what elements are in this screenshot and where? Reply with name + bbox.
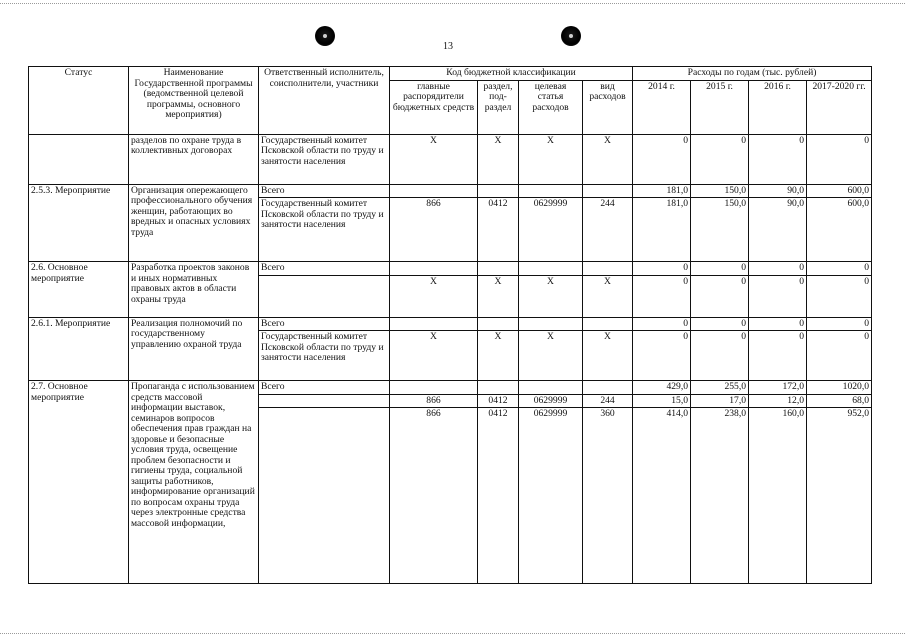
- empty-cell: [390, 184, 478, 198]
- y2014-cell: 0: [633, 262, 691, 276]
- header-2015: 2015 г.: [691, 80, 749, 134]
- responsible-cell: Государственный комитет Псковской области по труду и занятости населения: [259, 331, 390, 381]
- status-cell: 2.7. Основное мероприятие: [29, 381, 129, 584]
- scan-edge-top: [0, 3, 905, 4]
- empty-cell: [583, 184, 633, 198]
- y2017-cell: 0: [807, 331, 872, 381]
- name-cell: Пропаганда с использованием средств массовой информации выставок, семинаров вопросов обеспечения прав граждан на здоровье и безопасные условия труда, освещение проблем безопасности и гигиены труда, социальной защиты работников, информирование организаций по вопросам охраны труда через электронные средства массовой информации,: [129, 381, 259, 584]
- y2014-cell: 0: [633, 275, 691, 317]
- table-row: [29, 262, 872, 276]
- empty-cell: [519, 381, 583, 395]
- status-cell: 2.6.1. Мероприятие: [29, 317, 129, 381]
- target-cell: X: [519, 331, 583, 381]
- header-2016: 2016 г.: [749, 80, 807, 134]
- total-label-cell: Всего: [259, 381, 390, 395]
- target-cell: X: [519, 134, 583, 184]
- budget-table: [28, 66, 872, 584]
- y2017-cell: 1020,0: [807, 381, 872, 395]
- section-cell: 0412: [478, 198, 519, 262]
- responsible-cell: Государственный комитет Псковской области по труду и занятости населения: [259, 134, 390, 184]
- header-2014: 2014 г.: [633, 80, 691, 134]
- table-row: [29, 317, 872, 331]
- empty-cell: [519, 317, 583, 331]
- y2015-cell: 238,0: [691, 408, 749, 584]
- header-status: Статус: [29, 67, 129, 135]
- y2017-cell: 0: [807, 134, 872, 184]
- target-cell: X: [519, 275, 583, 317]
- scan-edge-bottom: [0, 633, 905, 634]
- empty-cell: [583, 381, 633, 395]
- type-cell: X: [583, 134, 633, 184]
- grbs-cell: X: [390, 331, 478, 381]
- empty-cell: [519, 184, 583, 198]
- y2016-cell: 0: [749, 134, 807, 184]
- status-cell: 2.6. Основное мероприятие: [29, 262, 129, 318]
- y2016-cell: 0: [749, 275, 807, 317]
- type-cell: 360: [583, 408, 633, 584]
- empty-cell: [583, 317, 633, 331]
- grbs-cell: 866: [390, 408, 478, 584]
- y2014-cell: 0: [633, 134, 691, 184]
- table-row: [29, 184, 872, 198]
- punch-hole-left: [315, 26, 335, 46]
- y2014-cell: 429,0: [633, 381, 691, 395]
- grbs-cell: 866: [390, 198, 478, 262]
- y2016-cell: 0: [749, 262, 807, 276]
- empty-cell: [390, 317, 478, 331]
- y2016-cell: 160,0: [749, 408, 807, 584]
- y2014-cell: 414,0: [633, 408, 691, 584]
- header-name: Наименование Государственной программы (ведомственной целевой программы, основного мероприятия): [129, 67, 259, 135]
- y2015-cell: 0: [691, 262, 749, 276]
- page-number: 13: [443, 41, 453, 52]
- empty-cell: [390, 262, 478, 276]
- y2016-cell: 12,0: [749, 394, 807, 408]
- grbs-cell: X: [390, 134, 478, 184]
- empty-cell: [478, 317, 519, 331]
- type-cell: X: [583, 275, 633, 317]
- type-cell: X: [583, 331, 633, 381]
- empty-cell: [583, 262, 633, 276]
- grbs-cell: 866: [390, 394, 478, 408]
- y2016-cell: 0: [749, 331, 807, 381]
- header-budget-code: Код бюджетной классификации: [390, 67, 633, 81]
- name-cell: разделов по охране труда в коллективных договорах: [129, 134, 259, 184]
- type-cell: 244: [583, 198, 633, 262]
- punch-hole-right: [561, 26, 581, 46]
- y2017-cell: 600,0: [807, 184, 872, 198]
- section-cell: X: [478, 331, 519, 381]
- empty-cell: [478, 381, 519, 395]
- y2015-cell: 0: [691, 134, 749, 184]
- total-label-cell: Всего: [259, 317, 390, 331]
- y2015-cell: 0: [691, 275, 749, 317]
- responsible-cell: [259, 275, 390, 317]
- table-row: [29, 381, 872, 395]
- section-cell: 0412: [478, 408, 519, 584]
- header-type: вид расходов: [583, 80, 633, 134]
- y2017-cell: 952,0: [807, 408, 872, 584]
- empty-cell: [390, 381, 478, 395]
- header-grbs: главные распорядители бюджетных средств: [390, 80, 478, 134]
- y2016-cell: 90,0: [749, 198, 807, 262]
- target-cell: 0629999: [519, 198, 583, 262]
- responsible-cell: Государственный комитет Псковской области по труду и занятости населения: [259, 198, 390, 262]
- y2015-cell: 17,0: [691, 394, 749, 408]
- y2017-cell: 68,0: [807, 394, 872, 408]
- y2017-cell: 600,0: [807, 198, 872, 262]
- total-label-cell: Всего: [259, 262, 390, 276]
- name-cell: Организация опережающего профессионального обучения женщин, работающих во вредных и опасных условиях труда: [129, 184, 259, 262]
- empty-cell: [478, 184, 519, 198]
- y2015-cell: 150,0: [691, 198, 749, 262]
- y2016-cell: 0: [749, 317, 807, 331]
- header-target: целевая статья расходов: [519, 80, 583, 134]
- target-cell: 0629999: [519, 408, 583, 584]
- table-row: [29, 134, 872, 184]
- section-cell: 0412: [478, 394, 519, 408]
- y2014-cell: 181,0: [633, 184, 691, 198]
- header-row-1: [29, 67, 872, 81]
- y2017-cell: 0: [807, 262, 872, 276]
- status-cell: [29, 134, 129, 184]
- y2014-cell: 181,0: [633, 198, 691, 262]
- name-cell: Разработка проектов законов и иных нормативных правовых актов в области охраны труда: [129, 262, 259, 318]
- y2015-cell: 0: [691, 331, 749, 381]
- y2015-cell: 0: [691, 317, 749, 331]
- empty-cell: [259, 394, 390, 408]
- y2014-cell: 0: [633, 331, 691, 381]
- y2014-cell: 0: [633, 317, 691, 331]
- y2016-cell: 172,0: [749, 381, 807, 395]
- type-cell: 244: [583, 394, 633, 408]
- total-label-cell: Всего: [259, 184, 390, 198]
- y2015-cell: 150,0: [691, 184, 749, 198]
- header-2017-2020: 2017-2020 гг.: [807, 80, 872, 134]
- y2017-cell: 0: [807, 317, 872, 331]
- empty-cell: [519, 262, 583, 276]
- header-expenses: Расходы по годам (тыс. рублей): [633, 67, 872, 81]
- y2014-cell: 15,0: [633, 394, 691, 408]
- target-cell: 0629999: [519, 394, 583, 408]
- status-cell: 2.5.3. Мероприятие: [29, 184, 129, 262]
- y2016-cell: 90,0: [749, 184, 807, 198]
- y2017-cell: 0: [807, 275, 872, 317]
- header-responsible: Ответственный исполнитель, соисполнители, участники: [259, 67, 390, 135]
- empty-cell: [259, 408, 390, 584]
- section-cell: X: [478, 134, 519, 184]
- section-cell: X: [478, 275, 519, 317]
- header-section: раздел, под-раздел: [478, 80, 519, 134]
- grbs-cell: X: [390, 275, 478, 317]
- name-cell: Реализация полномочий по государственному управлению охраной труда: [129, 317, 259, 381]
- y2015-cell: 255,0: [691, 381, 749, 395]
- empty-cell: [478, 262, 519, 276]
